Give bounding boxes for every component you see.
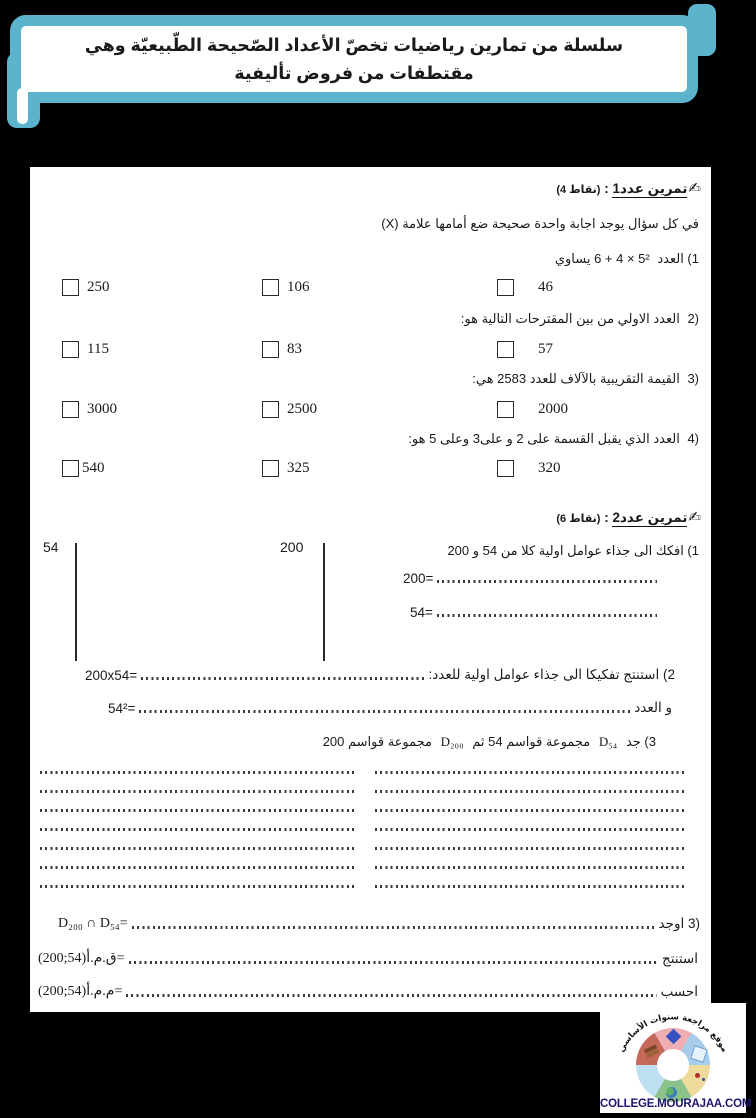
choices-row-2 (30, 341, 711, 361)
checkbox[interactable] (262, 460, 279, 477)
dotted-answer-line[interactable] (375, 866, 687, 869)
question-2-text: العدد الاولي من بين المقترحات التالية هو: (460, 311, 680, 326)
dotted-answer-line[interactable] (40, 847, 355, 850)
question-3 (472, 371, 699, 387)
dotted-answer-line[interactable] (375, 790, 687, 793)
dotted-answer-line[interactable] (40, 771, 355, 774)
dotted-answer-line[interactable] (375, 809, 687, 812)
choice-106 (262, 279, 310, 296)
question-3-text: القيمة التقريبية بالآلاف للعدد 2583 هي: (472, 371, 680, 386)
factor-column-54-label: 54 (43, 539, 59, 555)
lcm-expression: (200;54)م.م.أ= (38, 984, 123, 999)
question-2 (461, 311, 699, 327)
question-3-number: 3) (687, 371, 699, 386)
svg-text:موقع مراجعة سنوات الأساسي: موقع مراجعة سنوات الأساسي (616, 1012, 730, 1054)
choice-label: 106 (287, 279, 310, 295)
exercise2-question-2b (108, 700, 672, 716)
choice-label: 250 (87, 279, 110, 295)
exercise2-question-1: 1) افكك الى جذاء عوامل اولية كلا من 54 و 200 (447, 543, 699, 558)
checkbox[interactable] (262, 401, 279, 418)
dotted-answer-line[interactable] (375, 847, 687, 850)
compute-label: احسب (660, 984, 698, 999)
deduce-label: استنتج (662, 951, 698, 966)
deduce-gcd-row (38, 950, 698, 967)
decomposition-200-prefix: 200= (403, 571, 434, 586)
checkbox[interactable] (497, 401, 514, 418)
choice-540 (62, 460, 105, 477)
exercise1-title: تمرين عدد1 (612, 181, 688, 196)
product-expression: 200x54= (85, 668, 138, 683)
separator: : (600, 181, 613, 196)
worksheet-page (30, 167, 711, 1012)
dotted-answer-line[interactable] (40, 809, 355, 812)
find-intersection-row (58, 916, 700, 932)
dotted-answer-line[interactable] (40, 866, 355, 869)
writing-hand-icon: ✍ (688, 509, 701, 526)
choice-label: 83 (287, 341, 302, 357)
question-3-prefix: 3) جد (625, 734, 656, 749)
exercise2-question-2-text: 2) استنتج تفكيكا الى جذاء عوامل اولية للعدد: (428, 667, 675, 682)
find-label: اوجد (658, 916, 685, 931)
exercise2-title: تمرين عدد2 (612, 510, 688, 525)
choice-label: 46 (538, 279, 553, 295)
checkbox[interactable] (497, 279, 514, 296)
choice-320 (497, 460, 561, 477)
choice-label: 2000 (538, 401, 568, 417)
question-3-middle: مجموعة قواسم 54 ثم (472, 734, 591, 749)
dotted-answer-line[interactable] (375, 771, 687, 774)
question-1-tail: يساوي (554, 251, 591, 266)
dotted-answer-line[interactable] (375, 885, 687, 888)
title-line-1: سلسلة من تمارين رياضيات تخصّ الأعداد الصّحيحة الطّبيعيّة وهي (84, 34, 624, 55)
choices-row-4 (30, 460, 711, 480)
separator: : (600, 510, 613, 525)
find-row-number: 3) (687, 916, 700, 931)
choice-57 (497, 341, 553, 358)
factor-column-200-line (323, 543, 325, 661)
checkbox[interactable] (62, 341, 79, 358)
dotted-answer-line[interactable] (375, 828, 687, 831)
question-3-tail: مجموعة قواسم 200 (322, 734, 433, 749)
checkbox[interactable] (497, 460, 514, 477)
question-4 (408, 431, 699, 447)
choice-label: 320 (538, 460, 561, 476)
question-1-lead: 1) العدد (657, 251, 699, 266)
choices-row-3 (30, 401, 711, 421)
and-the-number-label: و العدد (634, 700, 672, 715)
site-logo (600, 1003, 752, 1113)
dotted-answer-line[interactable] (132, 926, 655, 929)
dotted-answer-line[interactable] (129, 961, 658, 964)
choice-label: 325 (287, 460, 310, 476)
divisors-set-54: D₅₄ (598, 734, 618, 749)
choice-46 (497, 279, 553, 296)
question-1 (555, 251, 699, 267)
writing-hand-icon: ✍ (688, 180, 701, 197)
checkbox[interactable] (497, 341, 514, 358)
decomposition-line-54 (410, 605, 661, 620)
factor-column-54-line (75, 543, 77, 661)
dotted-answer-line[interactable] (40, 828, 355, 831)
divisors-set-200: D₂₀₀ (440, 734, 464, 749)
work-area-left-column (40, 771, 355, 904)
title-banner (10, 15, 698, 103)
checkbox[interactable] (62, 401, 79, 418)
work-area-right-column (375, 771, 687, 904)
question-1-expression: 6 + 4 × 5² (594, 251, 650, 266)
question-4-text: العدد الذي يقبل القسمة على 2 و على3 وعلى 5 هو: (408, 431, 680, 446)
intersection-expression: D₂₀₀ ∩ D₅₄= (58, 916, 128, 931)
checkbox[interactable] (262, 341, 279, 358)
compute-lcm-row (38, 983, 698, 1000)
choice-label: 57 (538, 341, 553, 357)
choice-label: 2500 (287, 401, 317, 417)
choice-83 (262, 341, 302, 358)
checkbox[interactable] (62, 460, 79, 477)
factor-column-200-label: 200 (280, 539, 304, 555)
exercise2-header (556, 508, 701, 526)
globe-icon (666, 1087, 677, 1098)
choice-2500 (262, 401, 317, 418)
choice-2000 (497, 401, 568, 418)
choice-115 (62, 341, 109, 358)
exercise1-header (556, 179, 701, 197)
dotted-answer-line[interactable] (437, 580, 657, 583)
banner-ribbon-slit (17, 88, 28, 124)
site-url-text: COLLEGE.MOURAJAA.COM (600, 1098, 752, 1110)
dotted-answer-line[interactable] (437, 614, 657, 617)
choice-label: 115 (87, 341, 109, 357)
ring-hole (657, 1049, 689, 1081)
choice-label: 3000 (87, 401, 117, 417)
gcd-expression: (200;54)ق.م.أ= (38, 951, 125, 966)
exercise1-instructions: في كل سؤال يوجد اجابة واحدة صحيحة ضع أمامها علامة (X) (381, 216, 699, 231)
exercise1-points: (4 نقاط) (556, 184, 601, 196)
exercise2-question-2 (85, 667, 675, 683)
dotted-answer-line[interactable] (126, 994, 656, 997)
choices-row-1 (30, 279, 711, 299)
dotted-answer-line[interactable] (141, 677, 424, 680)
dotted-answer-line[interactable] (139, 710, 630, 713)
decomposition-line-200 (403, 571, 661, 586)
exercise2-points: (6 نقاط) (556, 513, 601, 525)
dotted-answer-line[interactable] (40, 790, 355, 793)
dotted-answer-line[interactable] (40, 885, 355, 888)
title-line-2: مقتطفات من فروض تأليفية (234, 62, 474, 83)
checkbox[interactable] (62, 279, 79, 296)
choice-label: 540 (82, 460, 105, 476)
checkbox[interactable] (262, 279, 279, 296)
decomposition-54-prefix: 54= (410, 605, 433, 620)
choice-325 (262, 460, 310, 477)
question-2-number: 2) (687, 311, 699, 326)
choice-3000 (62, 401, 117, 418)
question-4-number: 4) (687, 431, 699, 446)
exercise2-question-3 (318, 734, 656, 750)
square-expression: 54²= (108, 701, 136, 716)
choice-250 (62, 279, 110, 296)
molecule-icon (695, 1073, 700, 1078)
